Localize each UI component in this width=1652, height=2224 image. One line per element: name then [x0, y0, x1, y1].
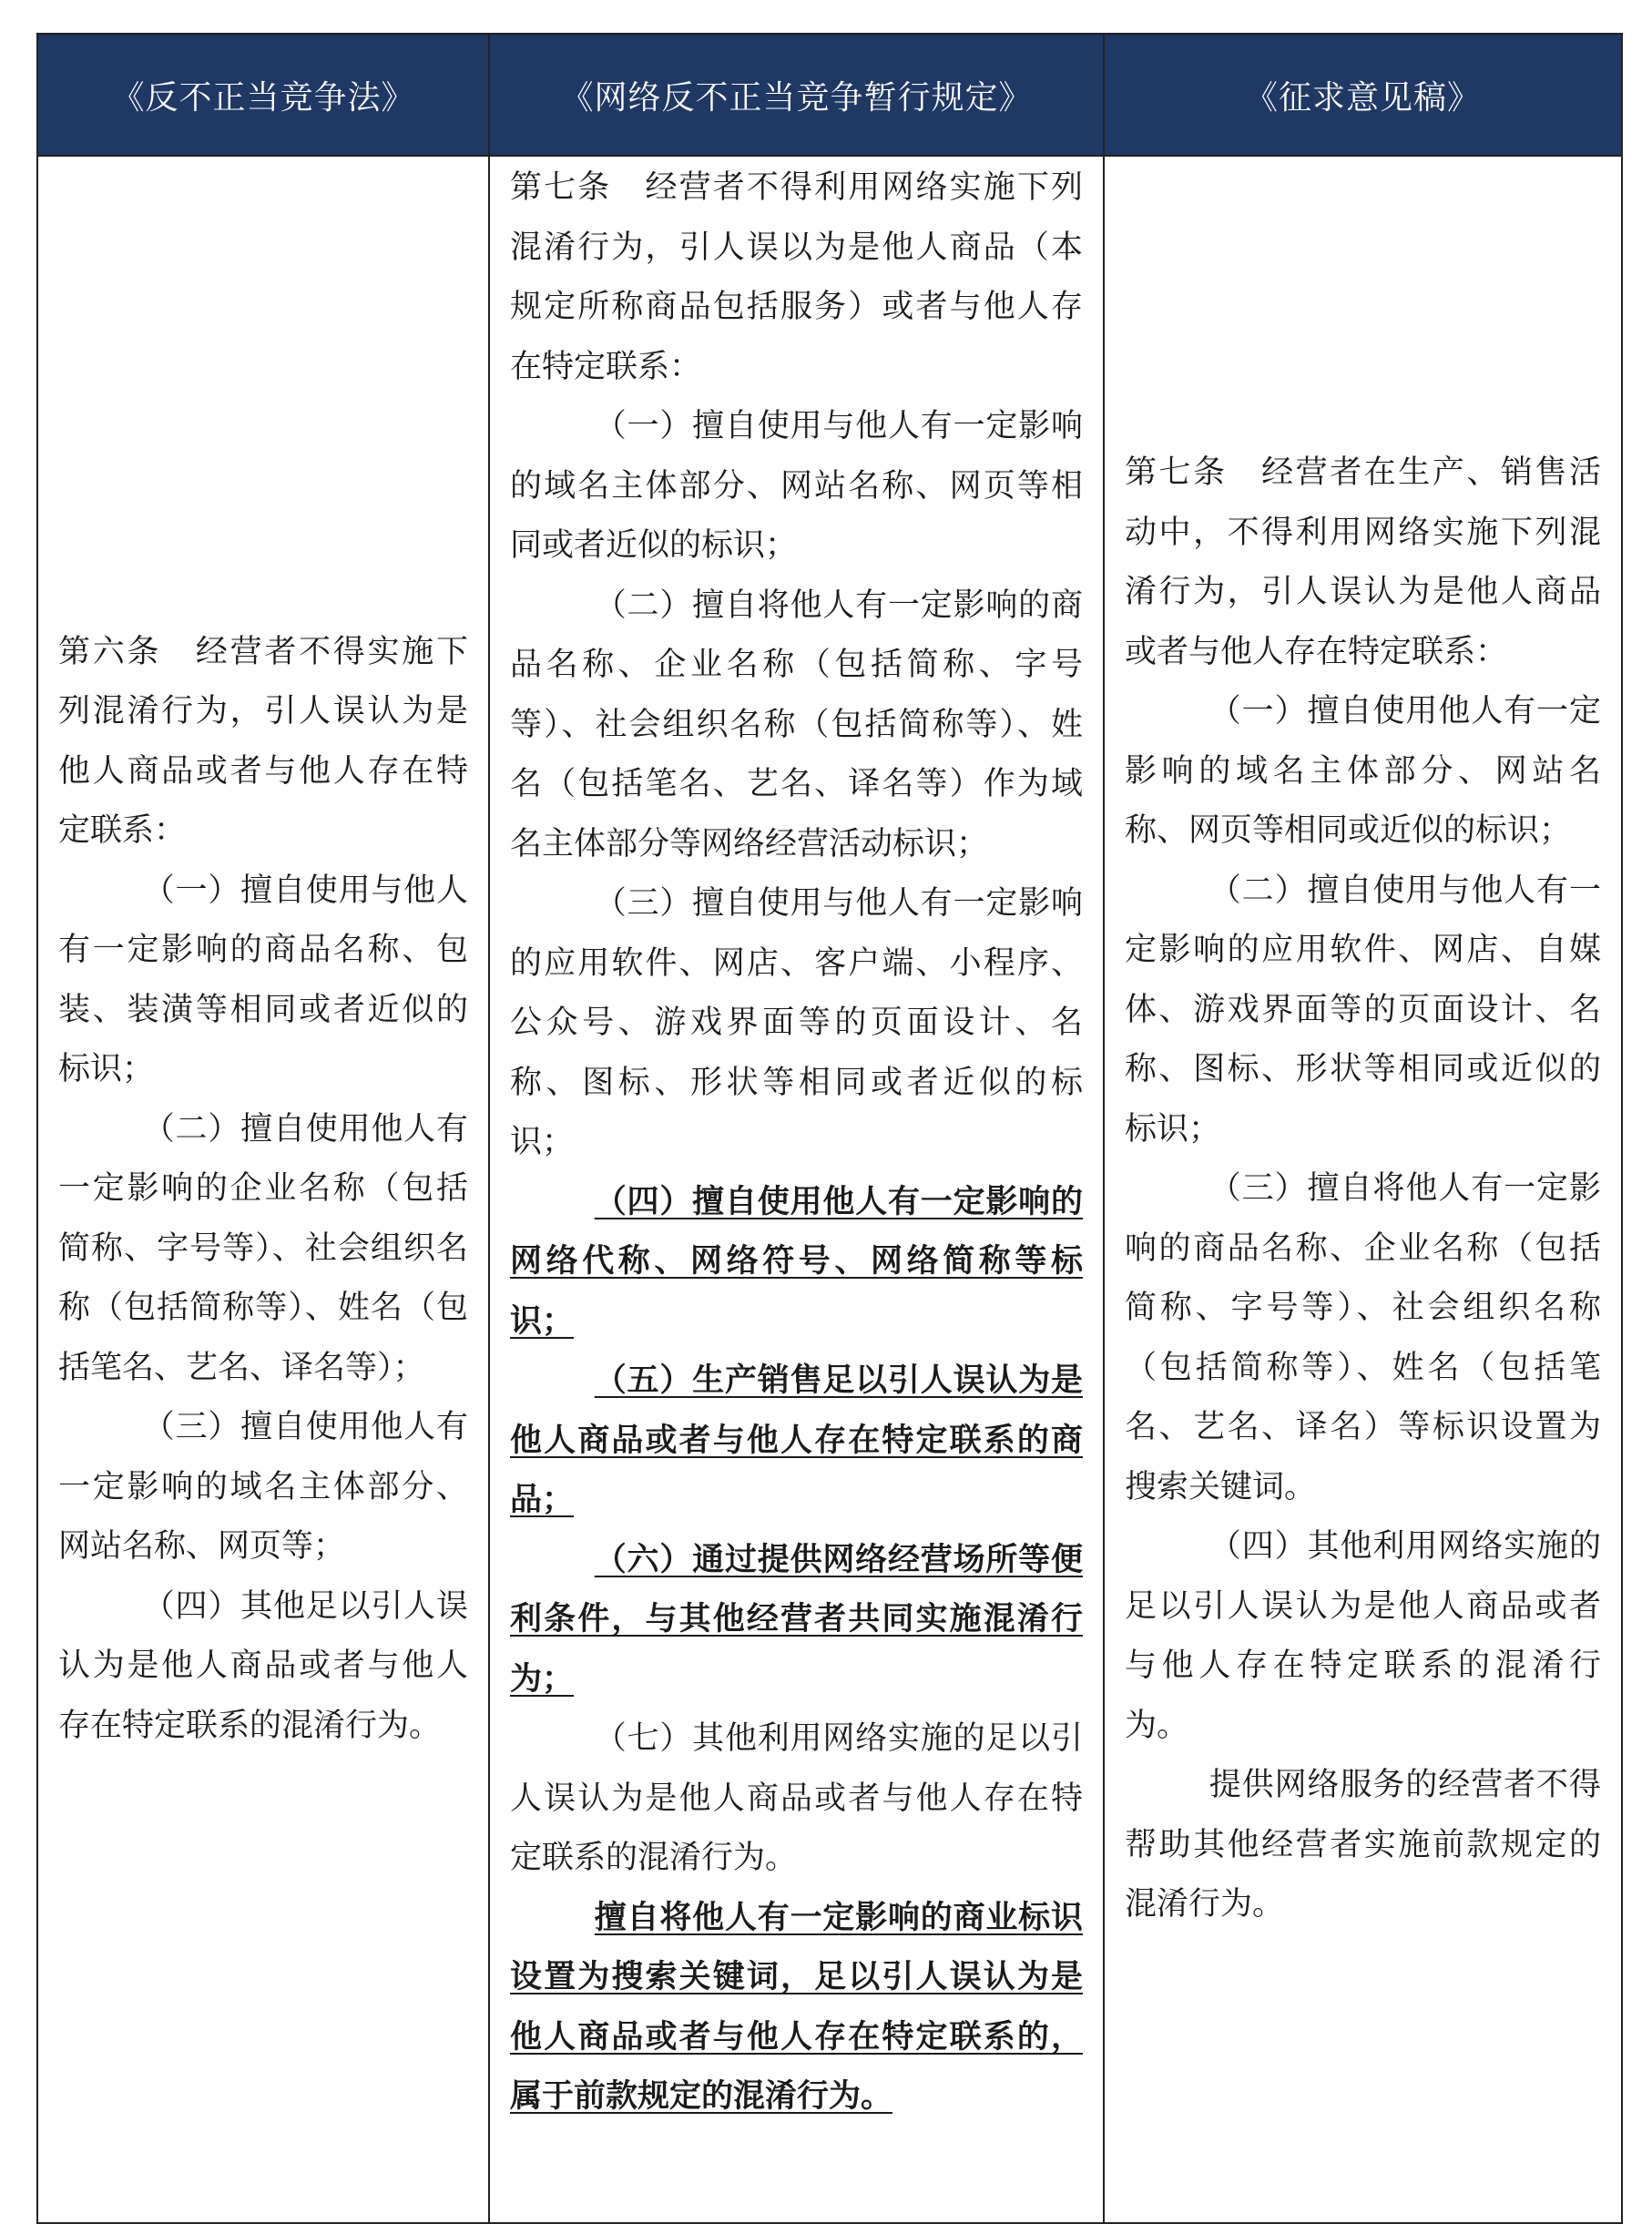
- rule-item-3: （三）擅自使用与他人有一定影响的应用软件、网店、客户端、小程序、公众号、游戏界面等的页面设计、名称、图标、形状等相同或者近似的标识；: [510, 885, 1083, 1160]
- draft-item-4: （四）其他利用网络实施的足以引人误认为是他人商品或者与他人存在特定联系的混淆行为。: [1125, 1528, 1601, 1744]
- law-item-2: （二）擅自使用他人有一定影响的企业名称（包括简称、字号等）、社会组织名称（包括简称等）、姓名（包括笔名、艺名、译名等）；: [58, 1110, 468, 1386]
- law-intro: 第六条 经营者不得实施下列混淆行为，引人误认为是他人商品或者与他人存在特定联系：: [58, 633, 468, 850]
- header-rule: 《网络反不正当竞争暂行规定》: [489, 34, 1104, 156]
- draft-item-2: （二）擅自使用与他人有一定影响的应用软件、网店、自媒体、游戏界面等的页面设计、名称、图标、形状等相同或近似的标识；: [1125, 872, 1601, 1148]
- draft-item-3: （三）擅自将他人有一定影响的商品名称、企业名称（包括简称、字号等）、社会组织名称（包括简称等）、姓名（包括笔名、艺名、译名）等标识设置为搜索关键词。: [1125, 1170, 1601, 1505]
- content-row: [37, 156, 1622, 2223]
- law-item-3: （三）擅自使用他人有一定影响的域名主体部分、网站名称、网页等；: [58, 1409, 468, 1566]
- rule-item-7: （七）其他利用网络实施的足以引人误认为是他人商品或者与他人存在特定联系的混淆行为。: [510, 1720, 1083, 1876]
- draft-cell: [1104, 156, 1622, 2223]
- draft-intro: 第七条 经营者在生产、销售活动中，不得利用网络实施下列混淆行为，引人误认为是他人商品或者与他人存在特定联系：: [1125, 454, 1601, 670]
- rule-item-4-highlight: （四）擅自使用他人有一定影响的网络代称、网络符号、网络简称等标识；: [510, 1183, 1083, 1340]
- rule-item-1: （一）擅自使用与他人有一定影响的域名主体部分、网站名称、网页等相同或者近似的标识；: [510, 408, 1083, 564]
- rule-item-5-highlight: （五）生产销售足以引人误认为是他人商品或者与他人存在特定联系的商品；: [510, 1362, 1083, 1518]
- header-law: 《反不正当竞争法》: [37, 34, 489, 156]
- header-row: [37, 34, 1622, 156]
- header-draft: 《征求意见稿》: [1104, 34, 1622, 156]
- rule-final-highlight: 擅自将他人有一定影响的商业标识设置为搜索关键词，足以引人误认为是他人商品或者与他人存在特定联系的，属于前款规定的混淆行为。: [510, 1899, 1083, 2115]
- draft-item-1: （一）擅自使用他人有一定影响的域名主体部分、网站名称、网页等相同或近似的标识；: [1125, 693, 1601, 850]
- draft-final: 提供网络服务的经营者不得帮助其他经营者实施前款规定的混淆行为。: [1125, 1767, 1601, 1923]
- law-item-4: （四）其他足以引人误认为是他人商品或者与他人存在特定联系的混淆行为。: [58, 1587, 468, 1744]
- rule-intro: 第七条 经营者不得利用网络实施下列混淆行为，引人误以为是他人商品（本规定所称商品包括服务）或者与他人存在特定联系：: [510, 169, 1083, 385]
- rule-item-6-highlight: （六）通过提供网络经营场所等便利条件，与其他经营者共同实施混淆行为；: [510, 1541, 1083, 1698]
- comparison-table: [36, 33, 1623, 2224]
- rule-item-2: （二）擅自将他人有一定影响的商品名称、企业名称（包括简称、字号等）、社会组织名称（包括简称等）、姓名（包括笔名、艺名、译名等）作为域名主体部分等网络经营活动标识；: [510, 587, 1083, 862]
- law-item-1: （一）擅自使用与他人有一定影响的商品名称、包装、装潢等相同或者近似的标识；: [58, 872, 468, 1088]
- rule-cell: [489, 156, 1104, 2223]
- law-cell: [37, 156, 489, 2223]
